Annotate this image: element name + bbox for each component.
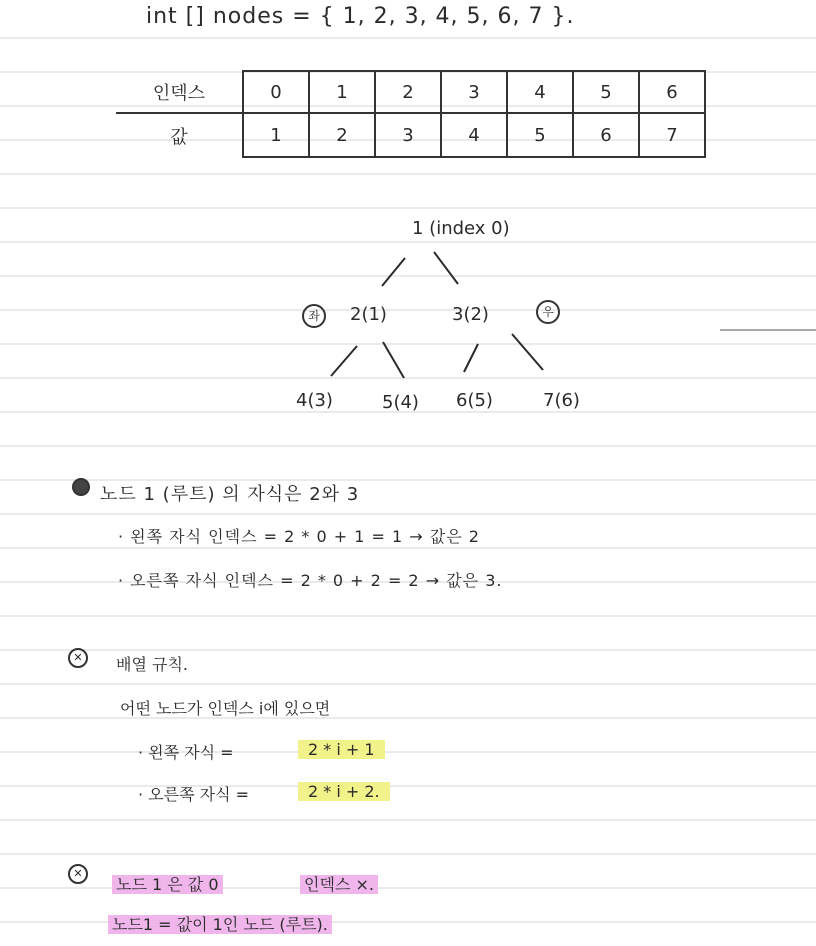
note1-right-child: · 오른쪽 자식 인덱스 = 2 * 0 + 2 = 2 → 값은 3. [118, 571, 503, 590]
index-value-table [116, 70, 706, 158]
value-cell: 4 [441, 113, 507, 157]
index-cell: 5 [573, 71, 639, 113]
index-row-label: 인덱스 [116, 71, 243, 113]
left-marker-circle: 좌 [302, 304, 326, 328]
note2-left-label: · 왼쪽 자식 = [138, 743, 234, 762]
index-cell: 3 [441, 71, 507, 113]
value-row-label: 값 [170, 126, 188, 148]
note1-bullet-icon [72, 478, 90, 496]
value-cell: 7 [639, 113, 705, 157]
index-cell: 1 [309, 71, 375, 113]
value-cell: 2 [309, 113, 375, 157]
tree-node-4: 4(3) [296, 390, 333, 411]
note3-highlight-line2: 노드1 = 값이 1인 노드 (루트). [108, 915, 332, 934]
note3-highlight-a: 노드 1 은 값 0 [112, 875, 223, 894]
tree-node-3: 3(2) [452, 304, 489, 325]
index-cell: 4 [507, 71, 573, 113]
index-cell: 2 [375, 71, 441, 113]
note2-right-label: · 오른쪽 자식 = [138, 785, 250, 804]
table-row-value [116, 113, 705, 157]
index-cell: 6 [639, 71, 705, 113]
note2-intro: 어떤 노드가 인덱스 i에 있으면 [120, 699, 331, 718]
right-marker-circle: 우 [536, 300, 560, 324]
code-declaration: int [] nodes = { 1, 2, 3, 4, 5, 6, 7 }. [146, 4, 575, 29]
value-cell: 3 [375, 113, 441, 157]
tree-root-node: 1 (index 0) [412, 218, 510, 239]
note3-line1-a-wrap [112, 872, 223, 895]
note2-bullet-icon: ✕ [68, 648, 88, 668]
table-row-index [116, 71, 705, 113]
tree-node-2: 2(1) [350, 304, 387, 325]
note3-highlight-b: 인덱스 ×. [300, 875, 378, 894]
note3-bullet-icon: ✕ [68, 864, 88, 884]
right-child-formula: 2 * i + 2. [298, 782, 390, 801]
index-cell: 0 [243, 71, 309, 113]
note3-line2-wrap [108, 912, 332, 935]
note1-title: 노드 1 (루트) 의 자식은 2와 3 [100, 484, 360, 505]
value-cell: 5 [507, 113, 573, 157]
tree-node-6: 6(5) [456, 390, 493, 411]
note1-left-child: · 왼쪽 자식 인덱스 = 2 * 0 + 1 = 1 → 값은 2 [118, 527, 480, 546]
left-child-formula: 2 * i + 1 [298, 740, 385, 759]
note2-title: 배열 규칙. [116, 655, 188, 674]
tree-node-7: 7(6) [543, 390, 580, 411]
note2-right-formula-wrap [298, 782, 390, 801]
tree-node-5: 5(4) [382, 392, 419, 413]
value-cell: 6 [573, 113, 639, 157]
note3-line1-b-wrap [300, 872, 378, 895]
value-cell: 1 [243, 113, 309, 157]
note2-left-formula-wrap [298, 740, 385, 759]
